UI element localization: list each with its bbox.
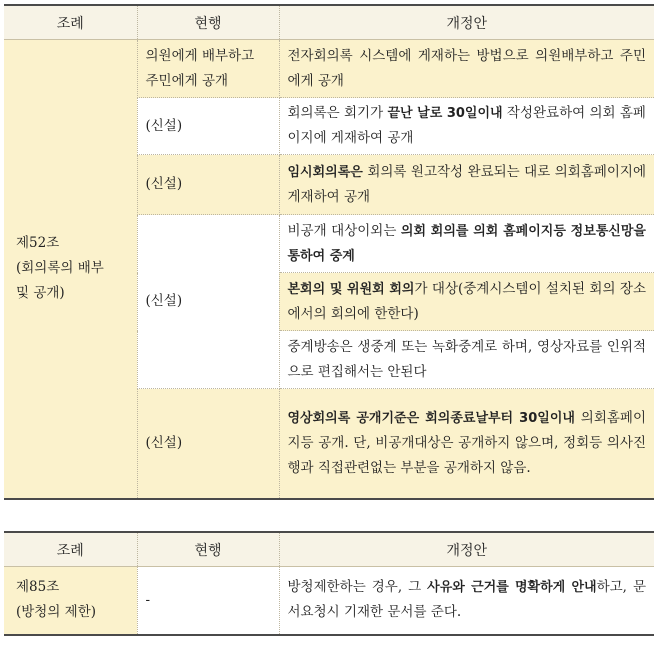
- table-header-row: [4, 5, 654, 40]
- amendment-table-article-85: [4, 531, 654, 636]
- header-ordinance: 조례: [4, 532, 137, 567]
- amendment-table-article-52: [4, 4, 654, 500]
- table-row: [4, 40, 654, 98]
- header-revision: 개정안: [279, 532, 654, 567]
- revised-text: 중계방송은 생중계 또는 녹화중계로 하며, 영상자료를 인위적으로 편집해서는 안된다: [279, 331, 654, 389]
- revised-text: 회의록은 회기가 끝난 날로 30일이내 작성완료하여 의회 홈페이지에 게재하여 공개: [279, 98, 654, 155]
- table-row: [4, 567, 654, 635]
- revised-text: 본회의 및 위원회 회의가 대상(중계시스템이 설치된 회의 장소에서의 회의에 한한다): [279, 273, 654, 331]
- current-text: (신설): [137, 155, 279, 215]
- revised-text: 비공개 대상이외는 의회 회의를 의회 홈페이지등 정보통신망을 통하여 중계: [279, 215, 654, 273]
- table-header-row: [4, 532, 654, 567]
- revised-text: 영상회의록 공개기준은 회의종료날부터 30일이내 의회홈페이지등 공개. 단, 비공개대상은 공개하지 않으며, 정회등 의사진행과 직접관련없는 부분을 공개하지 않음.: [279, 389, 654, 499]
- current-text: (신설): [137, 98, 279, 155]
- header-ordinance: 조례: [4, 5, 137, 40]
- current-text: 의원에게 배부하고 주민에게 공개: [137, 40, 279, 98]
- header-revision: 개정안: [279, 5, 654, 40]
- current-text: -: [137, 567, 279, 635]
- header-current: 현행: [137, 532, 279, 567]
- article-label: 제52조 (회의록의 배부 및 공개): [4, 40, 137, 499]
- revised-text: 방청제한하는 경우, 그 사유와 근거를 명확하게 안내하고, 문서요청시 기재한 문서를 준다.: [279, 567, 654, 635]
- header-current: 현행: [137, 5, 279, 40]
- current-text: (신설): [137, 389, 279, 499]
- revised-text: 임시회의록은 회의록 원고작성 완료되는 대로 의회홈페이지에 게재하여 공개: [279, 155, 654, 215]
- revised-text: 전자회의록 시스템에 게재하는 방법으로 의원배부하고 주민에게 공개: [279, 40, 654, 98]
- current-text: (신설): [137, 215, 279, 389]
- article-label: 제85조 (방청의 제한): [4, 567, 137, 635]
